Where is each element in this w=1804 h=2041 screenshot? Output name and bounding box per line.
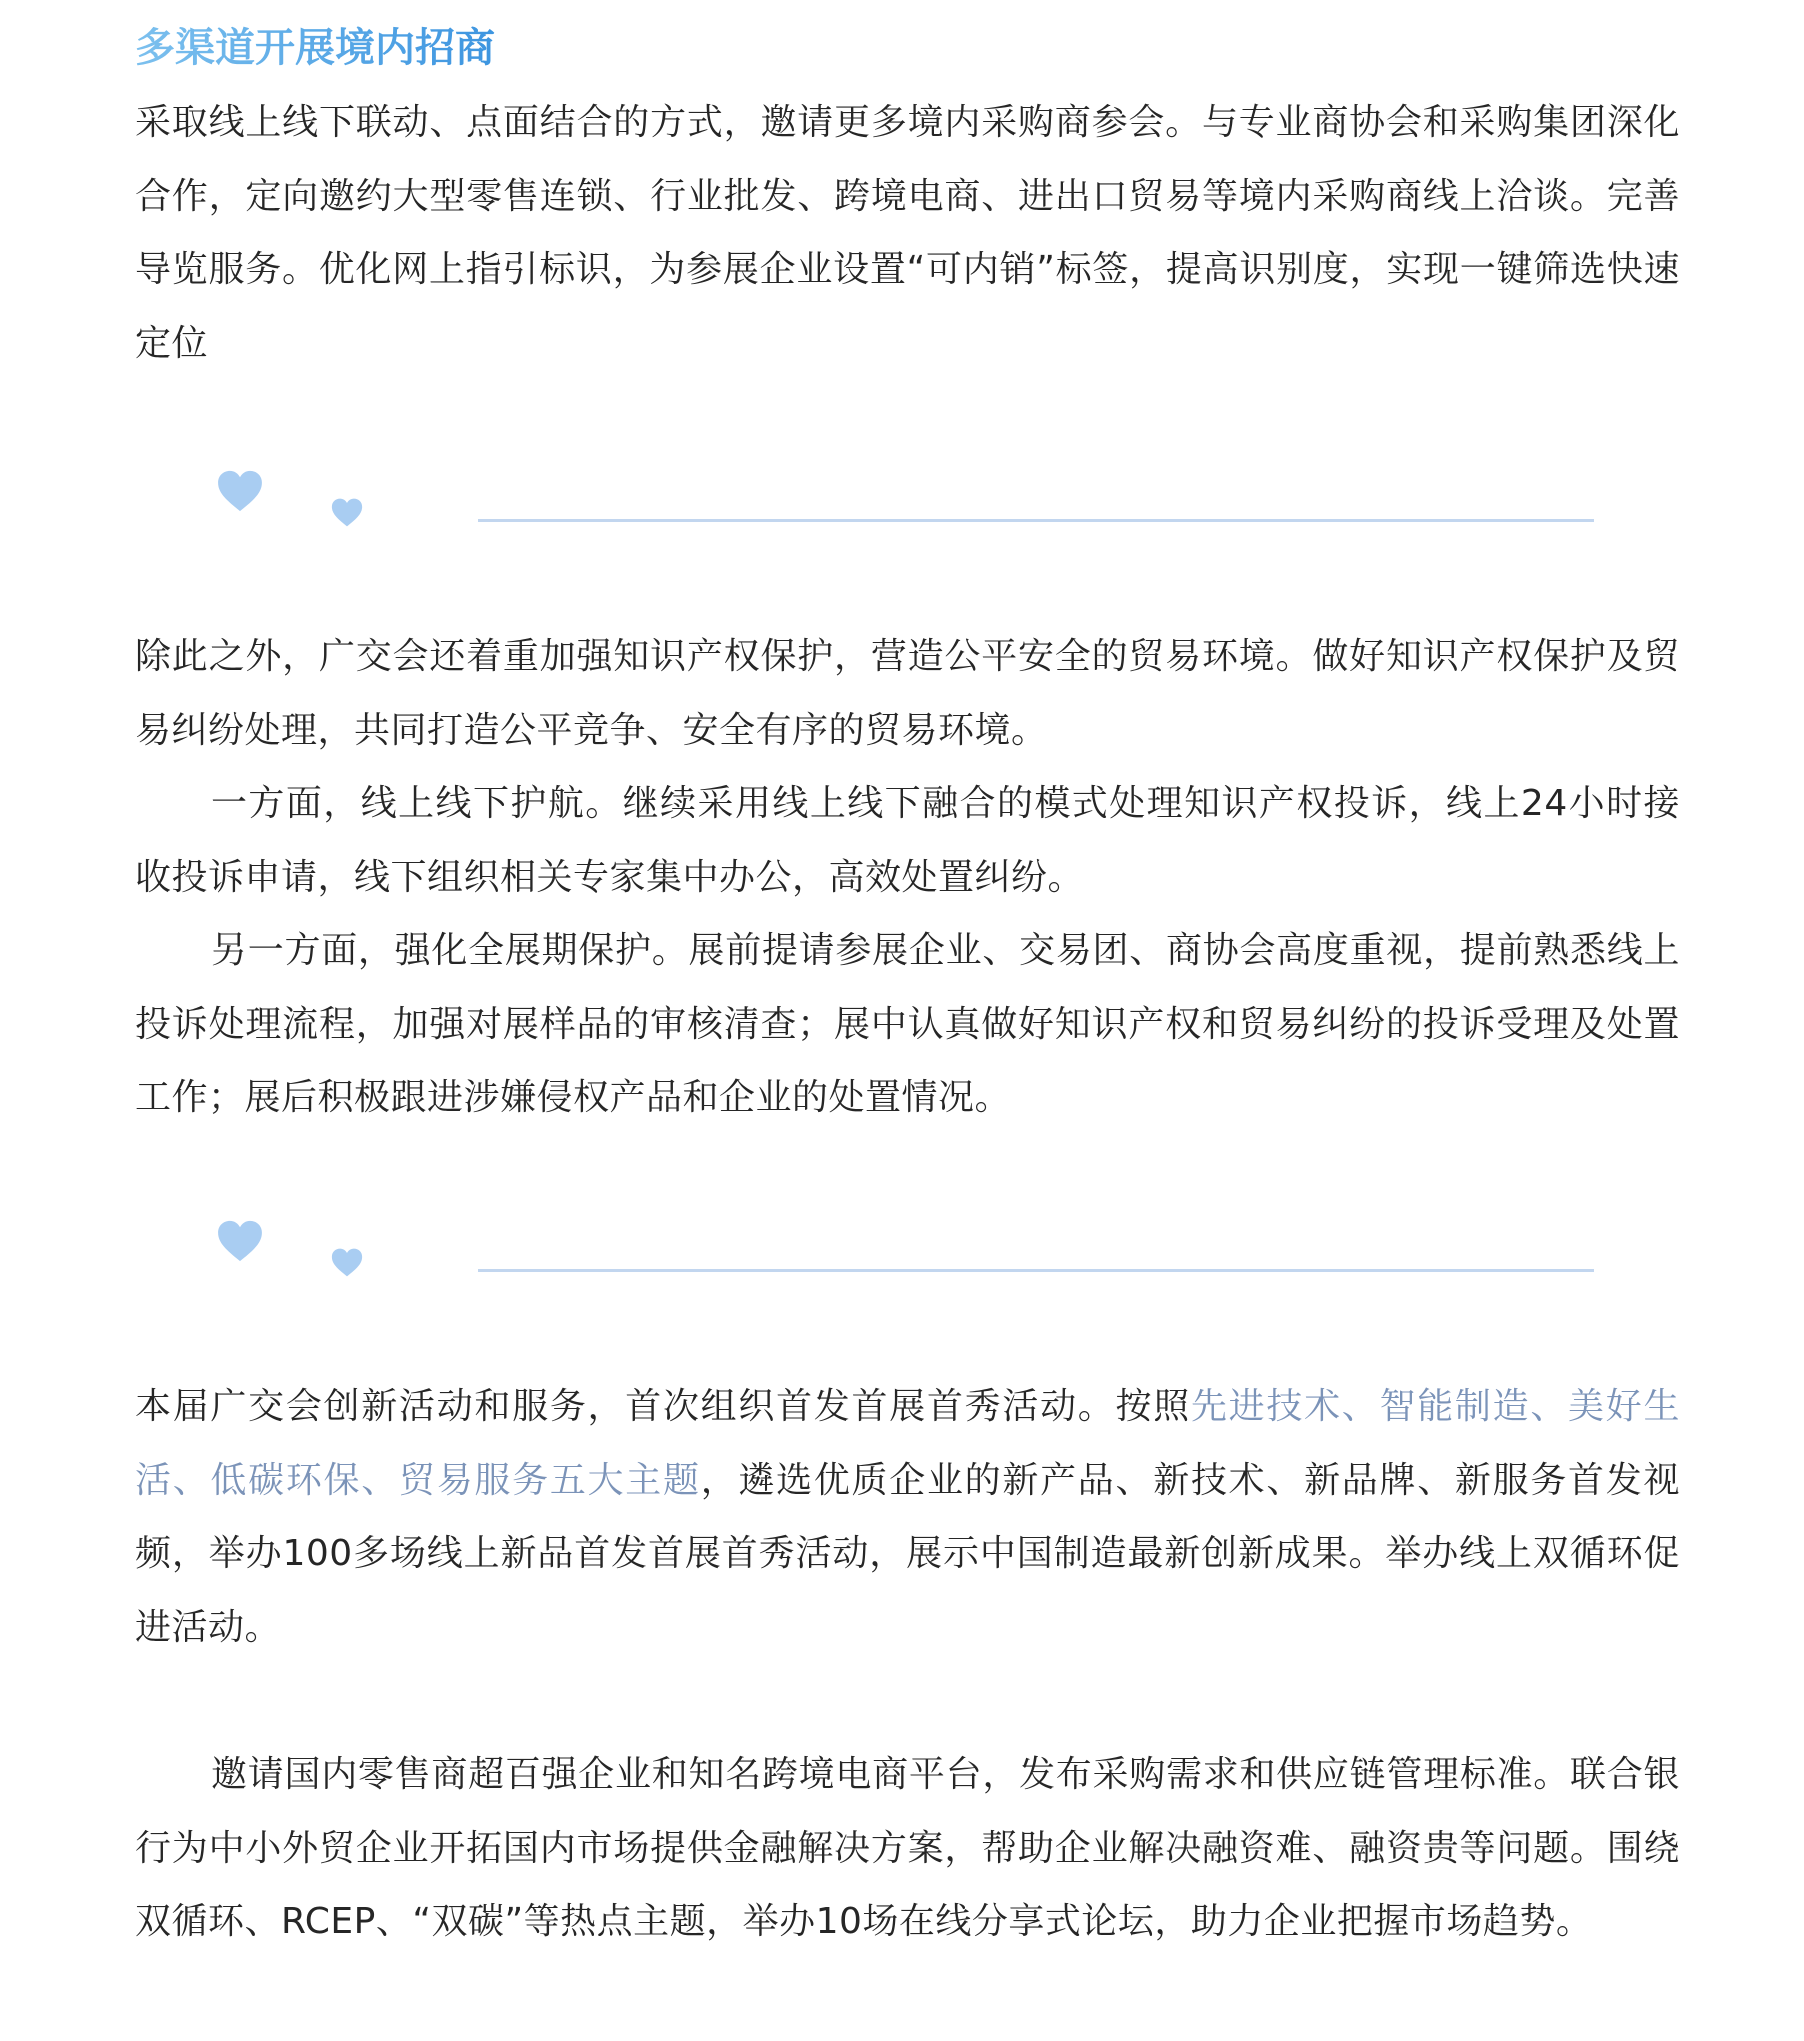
heart-icon xyxy=(217,470,263,512)
heart-divider-2 xyxy=(135,1220,1680,1300)
paragraph-full-period: 另一方面，强化全展期保护。展前提请参展企业、交易团、商协会高度重视，提前熟悉线上投诉处理流程，加强对展样品的审核清查；展中认真做好知识产权和贸易纠纷的投诉受理及处置工作；展后积极跟进涉嫌侵权产品和企业的处置情况。 xyxy=(135,930,1680,1118)
paragraph-domestic-buyers: 采取线上线下联动、点面结合的方式，邀请更多境内采购商参会。与专业商协会和采购集团深化合作，定向邀约大型零售连锁、行业批发、跨境电商、进出口贸易等境内采购商线上洽谈。完善导览服务。优化网上指引标识，为参展企业设置“可内销”标签，提高识别度，实现一键筛选快速定位 xyxy=(135,102,1680,364)
paragraph-innovation xyxy=(135,1370,1680,1664)
paragraph-innovation-intro: 本届广交会创新活动和服务，首次组织首发首展首秀活动。按照 xyxy=(135,1386,1191,1427)
heart-divider-1 xyxy=(135,470,1680,550)
heart-icon xyxy=(331,498,363,527)
paragraph-online-offline: 一方面，线上线下护航。继续采用线上线下融合的模式处理知识产权投诉，线上24小时接收投诉申请，线下组织相关专家集中办公，高效处置纠纷。 xyxy=(135,783,1680,898)
five-themes-highlight: 先进技术、智能制造、美好生活、低碳环保、贸易服务五大主题 xyxy=(135,1386,1680,1501)
section-heading: 多渠道开展境内招商 xyxy=(135,18,495,78)
divider-line xyxy=(478,519,1594,522)
paragraph-innovation-rest: ，遴选优质企业的新产品、新技术、新品牌、新服务首发视频，举办100多场线上新品首发首展首秀活动，展示中国制造最新创新成果。举办线上双循环促进活动。 xyxy=(135,1459,1680,1648)
heart-icon xyxy=(331,1248,363,1277)
divider-line xyxy=(478,1269,1594,1272)
paragraph-ip-protection: 除此之外，广交会还着重加强知识产权保护，营造公平安全的贸易环境。做好知识产权保护及贸易纠纷处理，共同打造公平竞争、安全有序的贸易环境。 xyxy=(135,636,1680,751)
paragraph-retail-finance: 邀请国内零售商超百强企业和知名跨境电商平台，发布采购需求和供应链管理标准。联合银行为中小外贸企业开拓国内市场提供金融解决方案，帮助企业解决融资难、融资贵等问题。围绕双循环、RCEP、“双碳”等热点主题，举办10场在线分享式论坛，助力企业把握市场趋势。 xyxy=(135,1754,1680,1942)
heart-icon xyxy=(217,1220,263,1262)
